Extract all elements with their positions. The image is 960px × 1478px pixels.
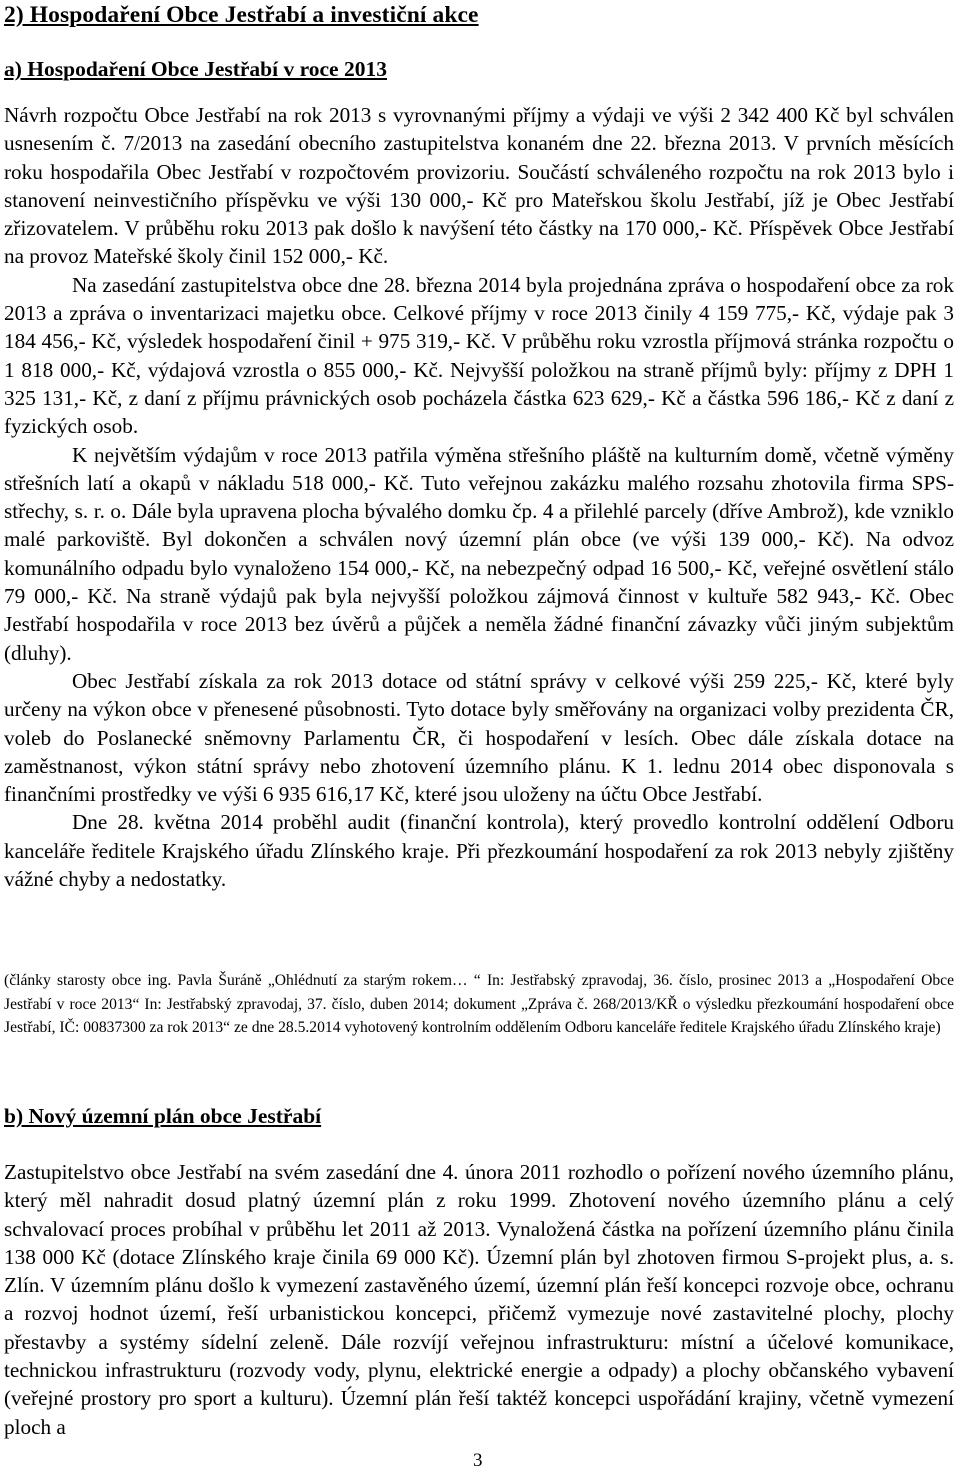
citation: (články starosty obce ing. Pavla Šuráně „Ohlédnutí za starým rokem… “ In: Jestřabský zpravodaj, 36. číslo, prosinec 2013 a „Hospodaření Obce Jestřabí v roce 2013“ In: Jestřabský zpravodaj, 37. číslo, duben 2014; dokument „Zpráva č. 268/2013/KŘ o výsledku přezkoumání hospodaření obce Jestřabí, IČ: 00837300 za rok 2013“ ze dne 28.5.2014 vyhotovený kontrolním oddělením Odboru kanceláře ředitele Krajského úřadu Zlínského kraje) (4, 972, 954, 1036)
subsection-b-title: b) Nový územní plán obce Jestřabí (4, 1104, 322, 1128)
paragraph: Návrh rozpočtu Obce Jestřabí na rok 2013 s vyrovnanými příjmy a výdaji ve výši 2 342 400 Kč byl schválen usnesením č. 7/2013 na zasedání obecního zastupitelstva konaném dne 22. března 2013. V prvních měsících roku hospodařila Obec Jestřabí v rozpočtovém provizoriu. Součástí schváleného rozpočtu na rok 2013 bylo i stanovení neinvestičního příspěvku ve výši 130 000,- Kč pro Mateřskou školu Jestřabí, jíž je Obec Jestřabí zřizovatelem. V průběhu roku 2013 pak došlo k navýšení této částky na 170 000,- Kč. Příspěvek Obce Jestřabí na provoz Mateřské školy činil 152 000,- Kč. (4, 103, 954, 269)
paragraph: Zastupitelstvo obce Jestřabí na svém zasedání dne 4. února 2011 rozhodlo o pořízení nového územního plánu, který měl nahradit dosud platný územní plán z roku 1999. Zhotovení nového územního plánu a celý schvalovací proces probíhal v průběhu let 2011 až 2013. Vynaložená částka na pořízení územního plánu činila 138 000 Kč (dotace Zlínského kraje činila 69 000 Kč). Územní plán byl zhotoven firmou S-projekt plus, a. s. Zlín. V územním plánu došlo k vymezení zastavěného území, územní plán řeší koncepci rozvoje obce, ochranu a rozvoj hodnot území, řeší urbanistickou koncepci, přičemž vymezuje nové zastavitelné plochy, plochy přestavby a systémy sídelní zeleně. Dále rozvíjí veřejnou infrastrukturu: místní a účelové komunikace, technickou infrastrukturu (rozvody vody, plynu, elektrické energie a odpady) a plochy občanského vybavení (veřejné prostory pro sport a kulturu). Územní plán řeší taktéž koncepci uspořádání krajiny, včetně vymezení ploch a (4, 1160, 954, 1439)
subsection-a-body (4, 101, 954, 893)
section-title: 2) Hospodaření Obce Jestřabí a investiční akce (4, 2, 479, 28)
paragraph: Obec Jestřabí získala za rok 2013 dotace od státní správy v celkové výši 259 225,- Kč, které byly určeny na výkon obce v přenesené působnosti. Tyto dotace byly směřovány na organizaci volby prezidenta ČR, voleb do Poslanecké sněmovny Parlamentu ČR, či hospodaření v lesích. Obec dále získala dotace na zaměstnanost, výkon státní správy nebo zhotovení územního plánu. K 1. lednu 2014 obec disponovala s finančními prostředky ve výši 6 935 616,17 Kč, které jsou uloženy na účtu Obce Jestřabí. (4, 668, 954, 807)
paragraph: K největším výdajům v roce 2013 patřila výměna střešního pláště na kulturním domě, včetně výměny střešních latí a okapů v nákladu 518 000,- Kč. Tuto veřejnou zakázku malého rozsahu zhotovila firma SPS-střechy, s. r. o. Dále byla upravena plocha bývalého domku čp. 4 a přilehlé parcely (dříve Ambrož), kde vzniklo malé parkoviště. Byl dokončen a schválen nový územní plán obce (ve výši 139 000,- Kč). Na odvoz komunálního odpadu bylo vynaloženo 154 000,- Kč, na nebezpečný odpad 16 500,- Kč, veřejné osvětlení stálo 79 000,- Kč. Na straně výdajů pak byla nejvyšší položkou zájmová činnost v kultuře 582 943,- Kč. Obec Jestřabí hospodařila v roce 2013 bez úvěrů a půjček a neměla žádné finanční závazky vůči jiným subjektům (dluhy). (4, 442, 954, 665)
citation-block (4, 969, 954, 1040)
subsection-a-title: a) Hospodaření Obce Jestřabí v roce 2013 (4, 57, 387, 81)
paragraph: Dne 28. května 2014 proběhl audit (finanční kontrola), který provedlo kontrolní oddělení Odboru kanceláře ředitele Krajského úřadu Zlínského kraje. Při přezkoumání hospodaření za rok 2013 nebyly zjištěny vážné chyby a nedostatky. (4, 810, 954, 892)
subsection-b-body (4, 1158, 954, 1441)
page-number: 3 (473, 1450, 483, 1471)
paragraph: Na zasedání zastupitelstva obce dne 28. března 2014 byla projednána zpráva o hospodaření obce za rok 2013 a zpráva o inventarizaci majetku obce. Celkové příjmy v roce 2013 činily 4 159 775,- Kč, výdaje pak 3 184 456,- Kč, výsledek hospodaření činil + 975 319,- Kč. V průběhu roku vzrostla příjmová stránka rozpočtu o 1 818 000,- Kč, výdajová vzrostla o 855 000,- Kč. Nejvyšší položkou na straně příjmů byly: příjmy z DPH 1 325 131,- Kč, z daní z příjmu právnických osob pocházela částka 623 629,- Kč a částka 596 186,- Kč z daní z fyzických osob. (4, 272, 954, 439)
